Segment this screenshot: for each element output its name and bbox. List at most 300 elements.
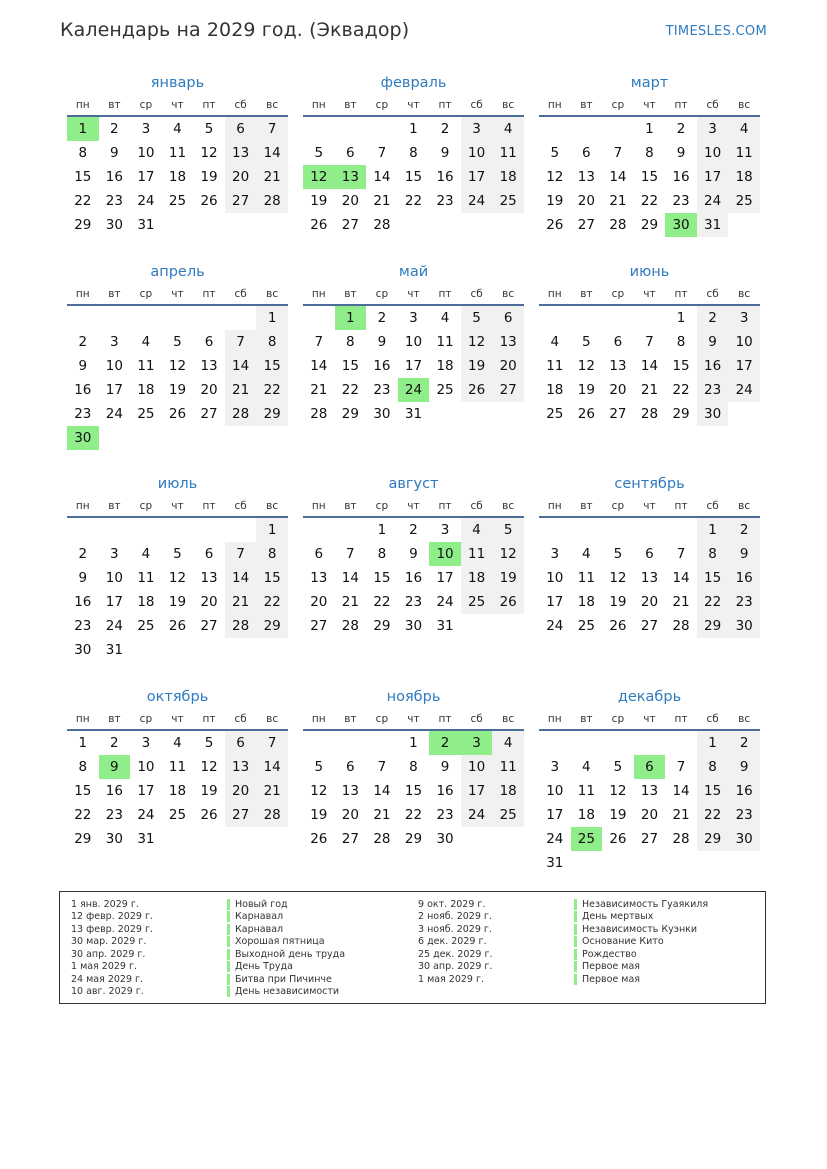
day-cell: 23 xyxy=(672,193,690,209)
day-cell: 8 xyxy=(377,546,387,562)
empty-cell xyxy=(665,518,697,542)
day-cell: 30 xyxy=(105,831,123,847)
day-cell: 27 xyxy=(310,618,328,634)
weekday-label: пн xyxy=(311,99,326,111)
empty-cell xyxy=(335,518,367,542)
weekday-label: вс xyxy=(738,288,751,300)
weekday-label: пн xyxy=(311,713,326,725)
holidays-column-left xyxy=(71,898,345,998)
holiday-date: 1 мая 2029 г. xyxy=(418,973,484,985)
weekday-label: чт xyxy=(171,288,184,300)
site-link[interactable]: TIMESLES.COM xyxy=(665,24,767,39)
weekday-label: пт xyxy=(202,713,216,725)
day-cell: 5 xyxy=(613,546,623,562)
holiday-row xyxy=(71,936,345,949)
weekday-header xyxy=(303,709,524,731)
day-cell: 15 xyxy=(373,570,391,586)
day-cell: 22 xyxy=(404,807,423,823)
day-cell: 4 xyxy=(461,518,493,542)
empty-cell xyxy=(225,518,257,542)
day-cell: 14 xyxy=(609,169,627,185)
weekday-label: пт xyxy=(202,288,216,300)
holiday-date: 13 февр. 2029 г. xyxy=(71,923,153,935)
day-cell: 14 xyxy=(672,783,690,799)
day-cell: 25 xyxy=(168,193,187,209)
day-cell: 11 xyxy=(577,570,595,586)
holiday-row xyxy=(71,961,345,974)
day-cell: 2 xyxy=(409,522,418,538)
day-cell: 16 xyxy=(74,382,92,398)
holiday-name: Новый год xyxy=(235,898,288,910)
day-cell: 9 xyxy=(377,334,387,350)
weekday-label: вс xyxy=(266,500,279,512)
day-cell: 15 xyxy=(404,783,423,799)
empty-cell xyxy=(225,306,257,330)
weekday-label: вт xyxy=(580,500,593,512)
holiday-date: 30 апр. 2029 г. xyxy=(418,961,493,973)
day-cell: 22 xyxy=(697,803,729,827)
day-cell: 28 xyxy=(256,803,288,827)
day-cell: 22 xyxy=(404,193,423,209)
holiday-day: 3 xyxy=(461,731,493,755)
day-cell: 1 xyxy=(697,518,729,542)
empty-cell xyxy=(571,306,603,330)
day-cell: 31 xyxy=(137,217,155,233)
day-cell: 10 xyxy=(137,145,155,161)
day-cell: 28 xyxy=(672,831,690,847)
weekday-label: вс xyxy=(738,713,751,725)
holidays-list xyxy=(59,891,766,1004)
day-cell: 11 xyxy=(492,141,524,165)
day-cell: 24 xyxy=(546,618,564,634)
holiday-row xyxy=(71,986,345,999)
day-cell: 23 xyxy=(105,193,123,209)
day-cell: 23 xyxy=(697,378,729,402)
day-cell: 1 xyxy=(409,735,418,751)
weekday-label: вс xyxy=(502,500,515,512)
day-cell: 27 xyxy=(492,378,524,402)
day-cell: 11 xyxy=(168,145,187,161)
day-cell: 14 xyxy=(256,755,288,779)
day-cell: 27 xyxy=(341,217,359,233)
day-cell: 16 xyxy=(105,783,123,799)
day-cell: 12 xyxy=(577,358,595,374)
empty-cell xyxy=(634,306,666,330)
day-cell: 24 xyxy=(546,831,564,847)
day-cell: 22 xyxy=(74,807,92,823)
day-cell: 3 xyxy=(409,310,418,326)
day-cell: 8 xyxy=(78,759,88,775)
day-cell: 19 xyxy=(168,382,187,398)
weekday-header xyxy=(539,95,760,117)
day-cell: 3 xyxy=(141,735,151,751)
day-cell: 10 xyxy=(404,334,423,350)
holiday-marker xyxy=(227,986,230,997)
day-cell: 29 xyxy=(672,406,690,422)
weekday-label: ср xyxy=(611,713,625,725)
day-cell: 23 xyxy=(728,590,760,614)
day-cell: 21 xyxy=(373,807,391,823)
day-cell: 3 xyxy=(550,546,560,562)
day-cell: 15 xyxy=(74,169,92,185)
day-cell: 1 xyxy=(256,306,288,330)
empty-cell xyxy=(602,306,634,330)
day-cell: 30 xyxy=(728,614,760,638)
holiday-name: Независимость Гуаякиля xyxy=(582,898,709,910)
weekday-label: чт xyxy=(643,500,656,512)
day-cell: 25 xyxy=(137,618,155,634)
day-cell: 13 xyxy=(200,570,218,586)
month-name: август xyxy=(388,476,439,492)
day-cell: 29 xyxy=(373,618,391,634)
day-cell: 19 xyxy=(168,594,187,610)
weekday-label: вт xyxy=(108,99,121,111)
day-cell: 16 xyxy=(436,169,454,185)
empty-cell xyxy=(193,518,225,542)
day-cell: 29 xyxy=(697,614,729,638)
day-cell: 1 xyxy=(676,310,686,326)
day-cell: 14 xyxy=(256,141,288,165)
day-cell: 28 xyxy=(373,831,391,847)
day-cell: 16 xyxy=(728,779,760,803)
weekday-label: вт xyxy=(344,713,357,725)
day-cell: 8 xyxy=(409,145,418,161)
day-cell: 4 xyxy=(440,310,450,326)
day-cell: 22 xyxy=(256,378,288,402)
weekday-header xyxy=(539,284,760,306)
month-calendar xyxy=(303,71,524,237)
day-cell: 24 xyxy=(697,189,729,213)
holiday-date: 10 авг. 2029 г. xyxy=(71,986,144,998)
days-grid xyxy=(303,518,524,638)
days-grid xyxy=(303,117,524,237)
day-cell: 7 xyxy=(676,759,686,775)
day-cell: 28 xyxy=(672,618,690,634)
weekday-header xyxy=(303,95,524,117)
day-cell: 15 xyxy=(341,358,359,374)
day-cell: 11 xyxy=(546,358,564,374)
day-cell: 5 xyxy=(314,759,324,775)
weekday-label: пн xyxy=(75,99,90,111)
day-cell: 9 xyxy=(78,358,88,374)
day-cell: 13 xyxy=(609,358,627,374)
day-cell: 29 xyxy=(640,217,659,233)
holiday-day: 6 xyxy=(634,755,666,779)
holiday-marker xyxy=(574,949,577,960)
month-calendar xyxy=(539,685,760,875)
day-cell: 8 xyxy=(697,542,729,566)
day-cell: 6 xyxy=(225,731,257,755)
day-cell: 20 xyxy=(492,354,524,378)
holiday-day: 24 xyxy=(398,378,430,402)
day-cell: 18 xyxy=(436,358,454,374)
day-cell: 25 xyxy=(546,406,564,422)
day-cell: 27 xyxy=(577,217,595,233)
day-cell: 11 xyxy=(461,542,493,566)
holiday-date: 1 мая 2029 г. xyxy=(71,961,137,973)
empty-cell xyxy=(634,518,666,542)
day-cell: 5 xyxy=(204,121,214,137)
day-cell: 9 xyxy=(110,145,119,161)
day-cell: 29 xyxy=(341,406,359,422)
day-cell: 1 xyxy=(78,735,88,751)
weekday-label: чт xyxy=(407,288,420,300)
day-cell: 21 xyxy=(341,594,359,610)
day-cell: 31 xyxy=(137,831,155,847)
day-cell: 21 xyxy=(225,378,257,402)
empty-cell xyxy=(303,117,335,141)
day-cell: 17 xyxy=(137,783,155,799)
day-cell: 24 xyxy=(105,618,123,634)
day-cell: 10 xyxy=(461,141,493,165)
day-cell: 13 xyxy=(310,570,328,586)
holiday-row xyxy=(71,948,345,961)
holiday-marker xyxy=(227,961,230,972)
weekday-header xyxy=(539,709,760,731)
month-calendar xyxy=(539,472,760,638)
day-cell: 4 xyxy=(141,334,151,350)
day-cell: 3 xyxy=(461,117,493,141)
empty-cell xyxy=(335,731,367,755)
empty-cell xyxy=(571,731,603,755)
day-cell: 17 xyxy=(546,807,564,823)
weekday-label: вт xyxy=(344,288,357,300)
weekday-label: ср xyxy=(139,500,153,512)
day-cell: 30 xyxy=(373,406,391,422)
day-cell: 2 xyxy=(676,121,686,137)
weekday-label: ср xyxy=(611,99,625,111)
days-grid xyxy=(67,306,288,450)
day-cell: 9 xyxy=(78,570,88,586)
day-cell: 27 xyxy=(200,406,218,422)
day-cell: 15 xyxy=(640,169,659,185)
day-cell: 12 xyxy=(492,542,524,566)
day-cell: 4 xyxy=(582,546,591,562)
weekday-label: пн xyxy=(311,288,326,300)
day-cell: 13 xyxy=(577,169,595,185)
day-cell: 8 xyxy=(78,145,88,161)
day-cell: 26 xyxy=(577,406,595,422)
empty-cell xyxy=(162,518,194,542)
holiday-marker xyxy=(574,899,577,910)
day-cell: 16 xyxy=(404,570,423,586)
weekday-label: пт xyxy=(438,713,452,725)
weekday-label: сб xyxy=(234,500,247,512)
empty-cell xyxy=(162,306,194,330)
day-cell: 19 xyxy=(609,807,627,823)
day-cell: 30 xyxy=(74,642,92,658)
day-cell: 22 xyxy=(74,193,92,209)
month-calendar xyxy=(303,472,524,638)
weekday-label: пт xyxy=(438,288,452,300)
month-calendar xyxy=(67,472,288,662)
day-cell: 29 xyxy=(697,827,729,851)
day-cell: 13 xyxy=(200,358,218,374)
day-cell: 30 xyxy=(105,217,123,233)
day-cell: 27 xyxy=(640,831,659,847)
holiday-row xyxy=(418,973,708,986)
day-cell: 7 xyxy=(676,546,686,562)
day-cell: 25 xyxy=(461,590,493,614)
day-cell: 1 xyxy=(256,518,288,542)
day-cell: 11 xyxy=(137,570,155,586)
day-cell: 10 xyxy=(728,330,760,354)
day-cell: 31 xyxy=(546,855,564,871)
day-cell: 23 xyxy=(74,406,92,422)
day-cell: 4 xyxy=(582,759,591,775)
day-cell: 22 xyxy=(256,590,288,614)
weekday-label: чт xyxy=(171,500,184,512)
day-cell: 26 xyxy=(168,618,187,634)
weekday-label: вт xyxy=(108,500,121,512)
holiday-marker xyxy=(574,974,577,985)
day-cell: 24 xyxy=(436,594,454,610)
month-calendar xyxy=(539,71,760,237)
weekday-label: вт xyxy=(108,713,121,725)
day-cell: 13 xyxy=(225,141,257,165)
day-cell: 7 xyxy=(256,117,288,141)
weekday-label: пн xyxy=(75,713,90,725)
holiday-day: 13 xyxy=(335,165,367,189)
day-cell: 28 xyxy=(341,618,359,634)
day-cell: 2 xyxy=(110,735,119,751)
day-cell: 26 xyxy=(168,406,187,422)
month-name: апрель xyxy=(150,264,205,280)
day-cell: 4 xyxy=(173,121,182,137)
day-cell: 20 xyxy=(640,807,659,823)
weekday-label: сб xyxy=(234,99,247,111)
holiday-row xyxy=(418,923,708,936)
day-cell: 12 xyxy=(168,570,187,586)
day-cell: 27 xyxy=(225,803,257,827)
day-cell: 15 xyxy=(697,566,729,590)
day-cell: 8 xyxy=(409,759,418,775)
holiday-marker xyxy=(227,974,230,985)
month-name: февраль xyxy=(380,75,447,91)
day-cell: 9 xyxy=(728,755,760,779)
day-cell: 27 xyxy=(609,406,627,422)
day-cell: 14 xyxy=(310,358,328,374)
day-cell: 15 xyxy=(697,779,729,803)
day-cell: 5 xyxy=(613,759,623,775)
weekday-label: чт xyxy=(643,713,656,725)
day-cell: 17 xyxy=(461,779,493,803)
empty-cell xyxy=(539,518,571,542)
weekday-label: ср xyxy=(139,99,153,111)
day-cell: 17 xyxy=(404,358,423,374)
day-cell: 31 xyxy=(404,406,423,422)
empty-cell xyxy=(130,518,162,542)
day-cell: 26 xyxy=(492,590,524,614)
day-cell: 25 xyxy=(492,803,524,827)
weekday-label: сб xyxy=(470,99,483,111)
day-cell: 16 xyxy=(105,169,123,185)
day-cell: 5 xyxy=(204,735,214,751)
day-cell: 28 xyxy=(609,217,627,233)
day-cell: 22 xyxy=(341,382,359,398)
day-cell: 1 xyxy=(409,121,418,137)
day-cell: 18 xyxy=(461,566,493,590)
holiday-name: Битва при Пичинче xyxy=(235,973,332,985)
day-cell: 20 xyxy=(640,594,659,610)
month-name: ноябрь xyxy=(386,689,441,705)
weekday-label: сб xyxy=(470,713,483,725)
holiday-row xyxy=(71,923,345,936)
weekday-header xyxy=(303,284,524,306)
weekday-label: пн xyxy=(75,288,90,300)
weekday-label: чт xyxy=(643,99,656,111)
empty-cell xyxy=(67,518,99,542)
holiday-row xyxy=(71,898,345,911)
month-name: март xyxy=(630,75,669,91)
weekday-label: ср xyxy=(139,713,153,725)
days-grid xyxy=(539,306,760,426)
day-cell: 6 xyxy=(314,546,324,562)
day-cell: 12 xyxy=(200,145,218,161)
day-cell: 4 xyxy=(173,735,182,751)
weekday-label: пт xyxy=(674,288,688,300)
day-cell: 9 xyxy=(440,145,450,161)
day-cell: 26 xyxy=(200,807,218,823)
day-cell: 15 xyxy=(672,358,690,374)
day-cell: 29 xyxy=(404,831,423,847)
day-cell: 28 xyxy=(373,217,391,233)
day-cell: 6 xyxy=(204,546,214,562)
days-grid xyxy=(67,731,288,851)
days-grid xyxy=(303,306,524,426)
holiday-date: 30 апр. 2029 г. xyxy=(71,948,146,960)
holiday-day: 25 xyxy=(571,827,603,851)
day-cell: 1 xyxy=(697,731,729,755)
day-cell: 14 xyxy=(672,570,690,586)
weekday-label: пн xyxy=(547,500,562,512)
day-cell: 26 xyxy=(609,831,627,847)
empty-cell xyxy=(665,731,697,755)
weekday-header xyxy=(67,95,288,117)
day-cell: 17 xyxy=(105,382,123,398)
holiday-name: Независимость Куэнки xyxy=(582,923,698,935)
day-cell: 7 xyxy=(225,330,257,354)
weekday-label: ср xyxy=(375,99,389,111)
day-cell: 15 xyxy=(404,169,423,185)
day-cell: 5 xyxy=(582,334,591,350)
weekday-label: сб xyxy=(706,713,719,725)
day-cell: 14 xyxy=(373,169,391,185)
month-name: сентябрь xyxy=(614,476,685,492)
day-cell: 28 xyxy=(225,402,257,426)
day-cell: 23 xyxy=(373,382,391,398)
holiday-day: 30 xyxy=(67,426,99,450)
day-cell: 28 xyxy=(640,406,659,422)
weekday-label: пт xyxy=(674,713,688,725)
day-cell: 10 xyxy=(137,759,155,775)
day-cell: 13 xyxy=(341,783,359,799)
day-cell: 9 xyxy=(676,145,686,161)
holiday-day: 1 xyxy=(67,117,99,141)
day-cell: 21 xyxy=(609,193,627,209)
holiday-row xyxy=(418,911,708,924)
day-cell: 3 xyxy=(550,759,560,775)
day-cell: 7 xyxy=(613,145,623,161)
weekday-label: вт xyxy=(580,288,593,300)
day-cell: 21 xyxy=(373,193,391,209)
day-cell: 5 xyxy=(550,145,560,161)
weekday-label: вт xyxy=(344,500,357,512)
day-cell: 7 xyxy=(346,546,355,562)
day-cell: 12 xyxy=(609,570,627,586)
month-calendar xyxy=(67,71,288,237)
holiday-name: Карнавал xyxy=(235,911,284,923)
